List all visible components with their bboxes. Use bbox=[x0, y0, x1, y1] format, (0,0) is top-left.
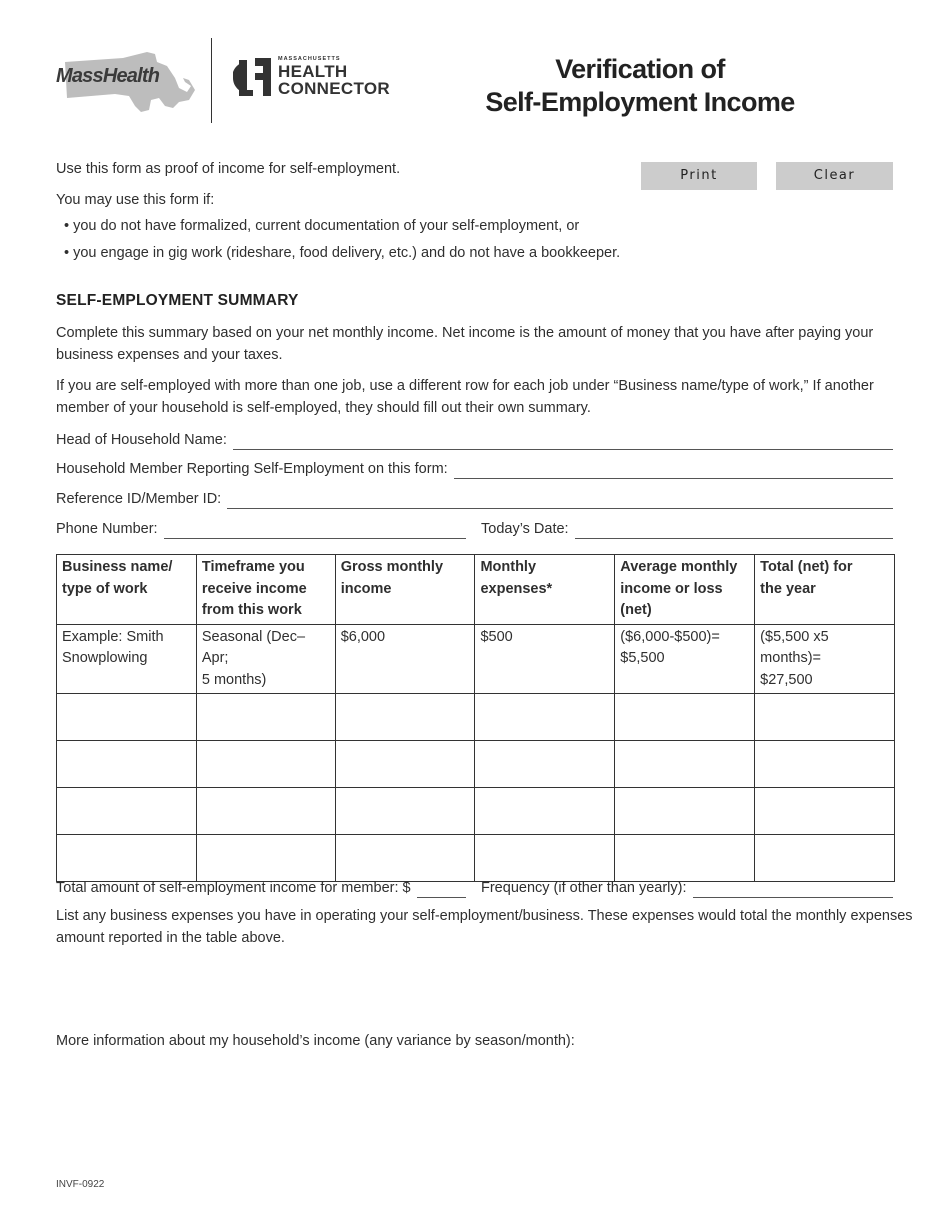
masshealth-logo bbox=[55, 48, 195, 124]
table-cell-input[interactable] bbox=[615, 835, 755, 882]
table-cell-input[interactable] bbox=[475, 788, 615, 835]
todays-date-field bbox=[481, 517, 893, 539]
table-cell-input[interactable] bbox=[475, 835, 615, 882]
table-cell-input[interactable] bbox=[196, 788, 335, 835]
example-cell-average: ($6,000-$500)= $5,500 bbox=[615, 624, 755, 694]
more-info-label: More information about my household’s income (any variance by season/month): bbox=[56, 1033, 575, 1049]
table-cell-input[interactable] bbox=[475, 741, 615, 788]
table-cell-input[interactable] bbox=[615, 788, 755, 835]
connector-logo-line2: CONNECTOR bbox=[278, 79, 390, 98]
summary-para2-line2: member of your household is self-employed, they should fill out their own summary. bbox=[56, 400, 591, 416]
health-connector-h-icon bbox=[233, 56, 275, 98]
table-cell-input[interactable] bbox=[335, 741, 475, 788]
col-header-expenses: Monthly expenses* bbox=[475, 555, 615, 625]
form-id: INVF-0922 bbox=[56, 1179, 105, 1190]
col-header-business: Business name/ type of work bbox=[57, 555, 197, 625]
connector-logo-line1: HEALTH bbox=[278, 62, 348, 81]
table-cell-input[interactable] bbox=[755, 835, 895, 882]
logo-divider bbox=[211, 38, 212, 123]
table-cell-input[interactable] bbox=[475, 694, 615, 741]
example-cell-expenses: $500 bbox=[475, 624, 615, 694]
todays-date-input[interactable] bbox=[575, 523, 893, 539]
intro-bullet1: • you do not have formalized, current documentation of your self-employment, or bbox=[64, 215, 579, 237]
print-button[interactable]: Print bbox=[641, 162, 757, 190]
reference-id-field bbox=[56, 487, 893, 509]
section-heading: SELF-EMPLOYMENT SUMMARY bbox=[56, 292, 299, 309]
intro-bullet2: • you engage in gig work (rideshare, food delivery, etc.) and do not have a bookkeeper. bbox=[64, 242, 620, 264]
summary-para1-line1: Complete this summary based on your net monthly income. Net income is the amount of money that you have after paying your bbox=[56, 325, 874, 341]
table-cell-input[interactable] bbox=[57, 694, 197, 741]
phone-field bbox=[56, 517, 466, 539]
table-cell-input[interactable] bbox=[57, 741, 197, 788]
expenses-instruction-line1: List any business expenses you have in operating your self-employment/business. These expenses would total the monthly expenses bbox=[56, 908, 913, 924]
health-connector-logo bbox=[233, 56, 393, 100]
total-amount-field bbox=[56, 876, 466, 898]
table-cell-input[interactable] bbox=[755, 694, 895, 741]
table-cell-input[interactable] bbox=[196, 835, 335, 882]
title-line2: Self-Employment Income bbox=[485, 87, 795, 117]
example-cell-gross: $6,000 bbox=[335, 624, 475, 694]
intro-line2: You may use this form if: bbox=[56, 192, 215, 208]
frequency-label: Frequency (if other than yearly): bbox=[481, 880, 687, 896]
intro-line1: Use this form as proof of income for self-employment. bbox=[56, 161, 401, 177]
table-cell-input[interactable] bbox=[755, 741, 895, 788]
total-amount-label: Total amount of self-employment income for member: $ bbox=[56, 880, 411, 896]
clear-button[interactable]: Clear bbox=[776, 162, 893, 190]
col-header-timeframe: Timeframe you receive income from this work bbox=[196, 555, 335, 625]
table-cell-input[interactable] bbox=[615, 694, 755, 741]
table-row bbox=[57, 694, 895, 741]
table-cell-input[interactable] bbox=[57, 835, 197, 882]
example-cell-timeframe: Seasonal (Dec–Apr; 5 months) bbox=[196, 624, 335, 694]
todays-date-label: Today’s Date: bbox=[481, 521, 569, 537]
summary-para1-line2: business expenses and your taxes. bbox=[56, 347, 283, 363]
frequency-input[interactable] bbox=[693, 882, 893, 898]
income-table bbox=[56, 554, 895, 882]
expenses-instruction-line2: amount reported in the table above. bbox=[56, 930, 285, 946]
col-header-total: Total (net) for the year bbox=[755, 555, 895, 625]
total-amount-input[interactable] bbox=[417, 882, 466, 898]
frequency-field bbox=[481, 876, 893, 898]
head-of-household-input[interactable] bbox=[233, 434, 893, 450]
col-header-average: Average monthly income or loss (net) bbox=[615, 555, 755, 625]
table-cell-input[interactable] bbox=[755, 788, 895, 835]
col-header-gross: Gross monthly income bbox=[335, 555, 475, 625]
example-cell-business: Example: Smith Snowplowing bbox=[57, 624, 197, 694]
member-reporting-label: Household Member Reporting Self-Employment on this form: bbox=[56, 461, 448, 477]
table-cell-input[interactable] bbox=[615, 741, 755, 788]
member-reporting-input[interactable] bbox=[454, 463, 893, 479]
page-title bbox=[440, 53, 840, 119]
example-cell-total: ($5,500 x5 months)= $27,500 bbox=[755, 624, 895, 694]
masshealth-logo-text: MassHealth bbox=[56, 65, 160, 87]
table-cell-input[interactable] bbox=[57, 788, 197, 835]
table-row bbox=[57, 835, 895, 882]
phone-input[interactable] bbox=[164, 523, 466, 539]
summary-para2-line1: If you are self-employed with more than one job, use a different row for each job under “Business name/type of work,” If another bbox=[56, 378, 874, 394]
phone-label: Phone Number: bbox=[56, 521, 158, 537]
table-row bbox=[57, 741, 895, 788]
table-header-row bbox=[57, 555, 895, 625]
title-line1: Verification of bbox=[555, 54, 725, 84]
connector-logo-small-text: MASSACHUSETTS bbox=[278, 56, 341, 62]
table-cell-input[interactable] bbox=[335, 835, 475, 882]
member-reporting-field bbox=[56, 457, 893, 479]
table-cell-input[interactable] bbox=[196, 694, 335, 741]
table-row-example bbox=[57, 624, 895, 694]
head-of-household-label: Head of Household Name: bbox=[56, 432, 227, 448]
reference-id-input[interactable] bbox=[227, 493, 893, 509]
table-row bbox=[57, 788, 895, 835]
table-cell-input[interactable] bbox=[335, 694, 475, 741]
table-cell-input[interactable] bbox=[335, 788, 475, 835]
reference-id-label: Reference ID/Member ID: bbox=[56, 491, 222, 507]
head-of-household-field bbox=[56, 428, 893, 450]
table-cell-input[interactable] bbox=[196, 741, 335, 788]
